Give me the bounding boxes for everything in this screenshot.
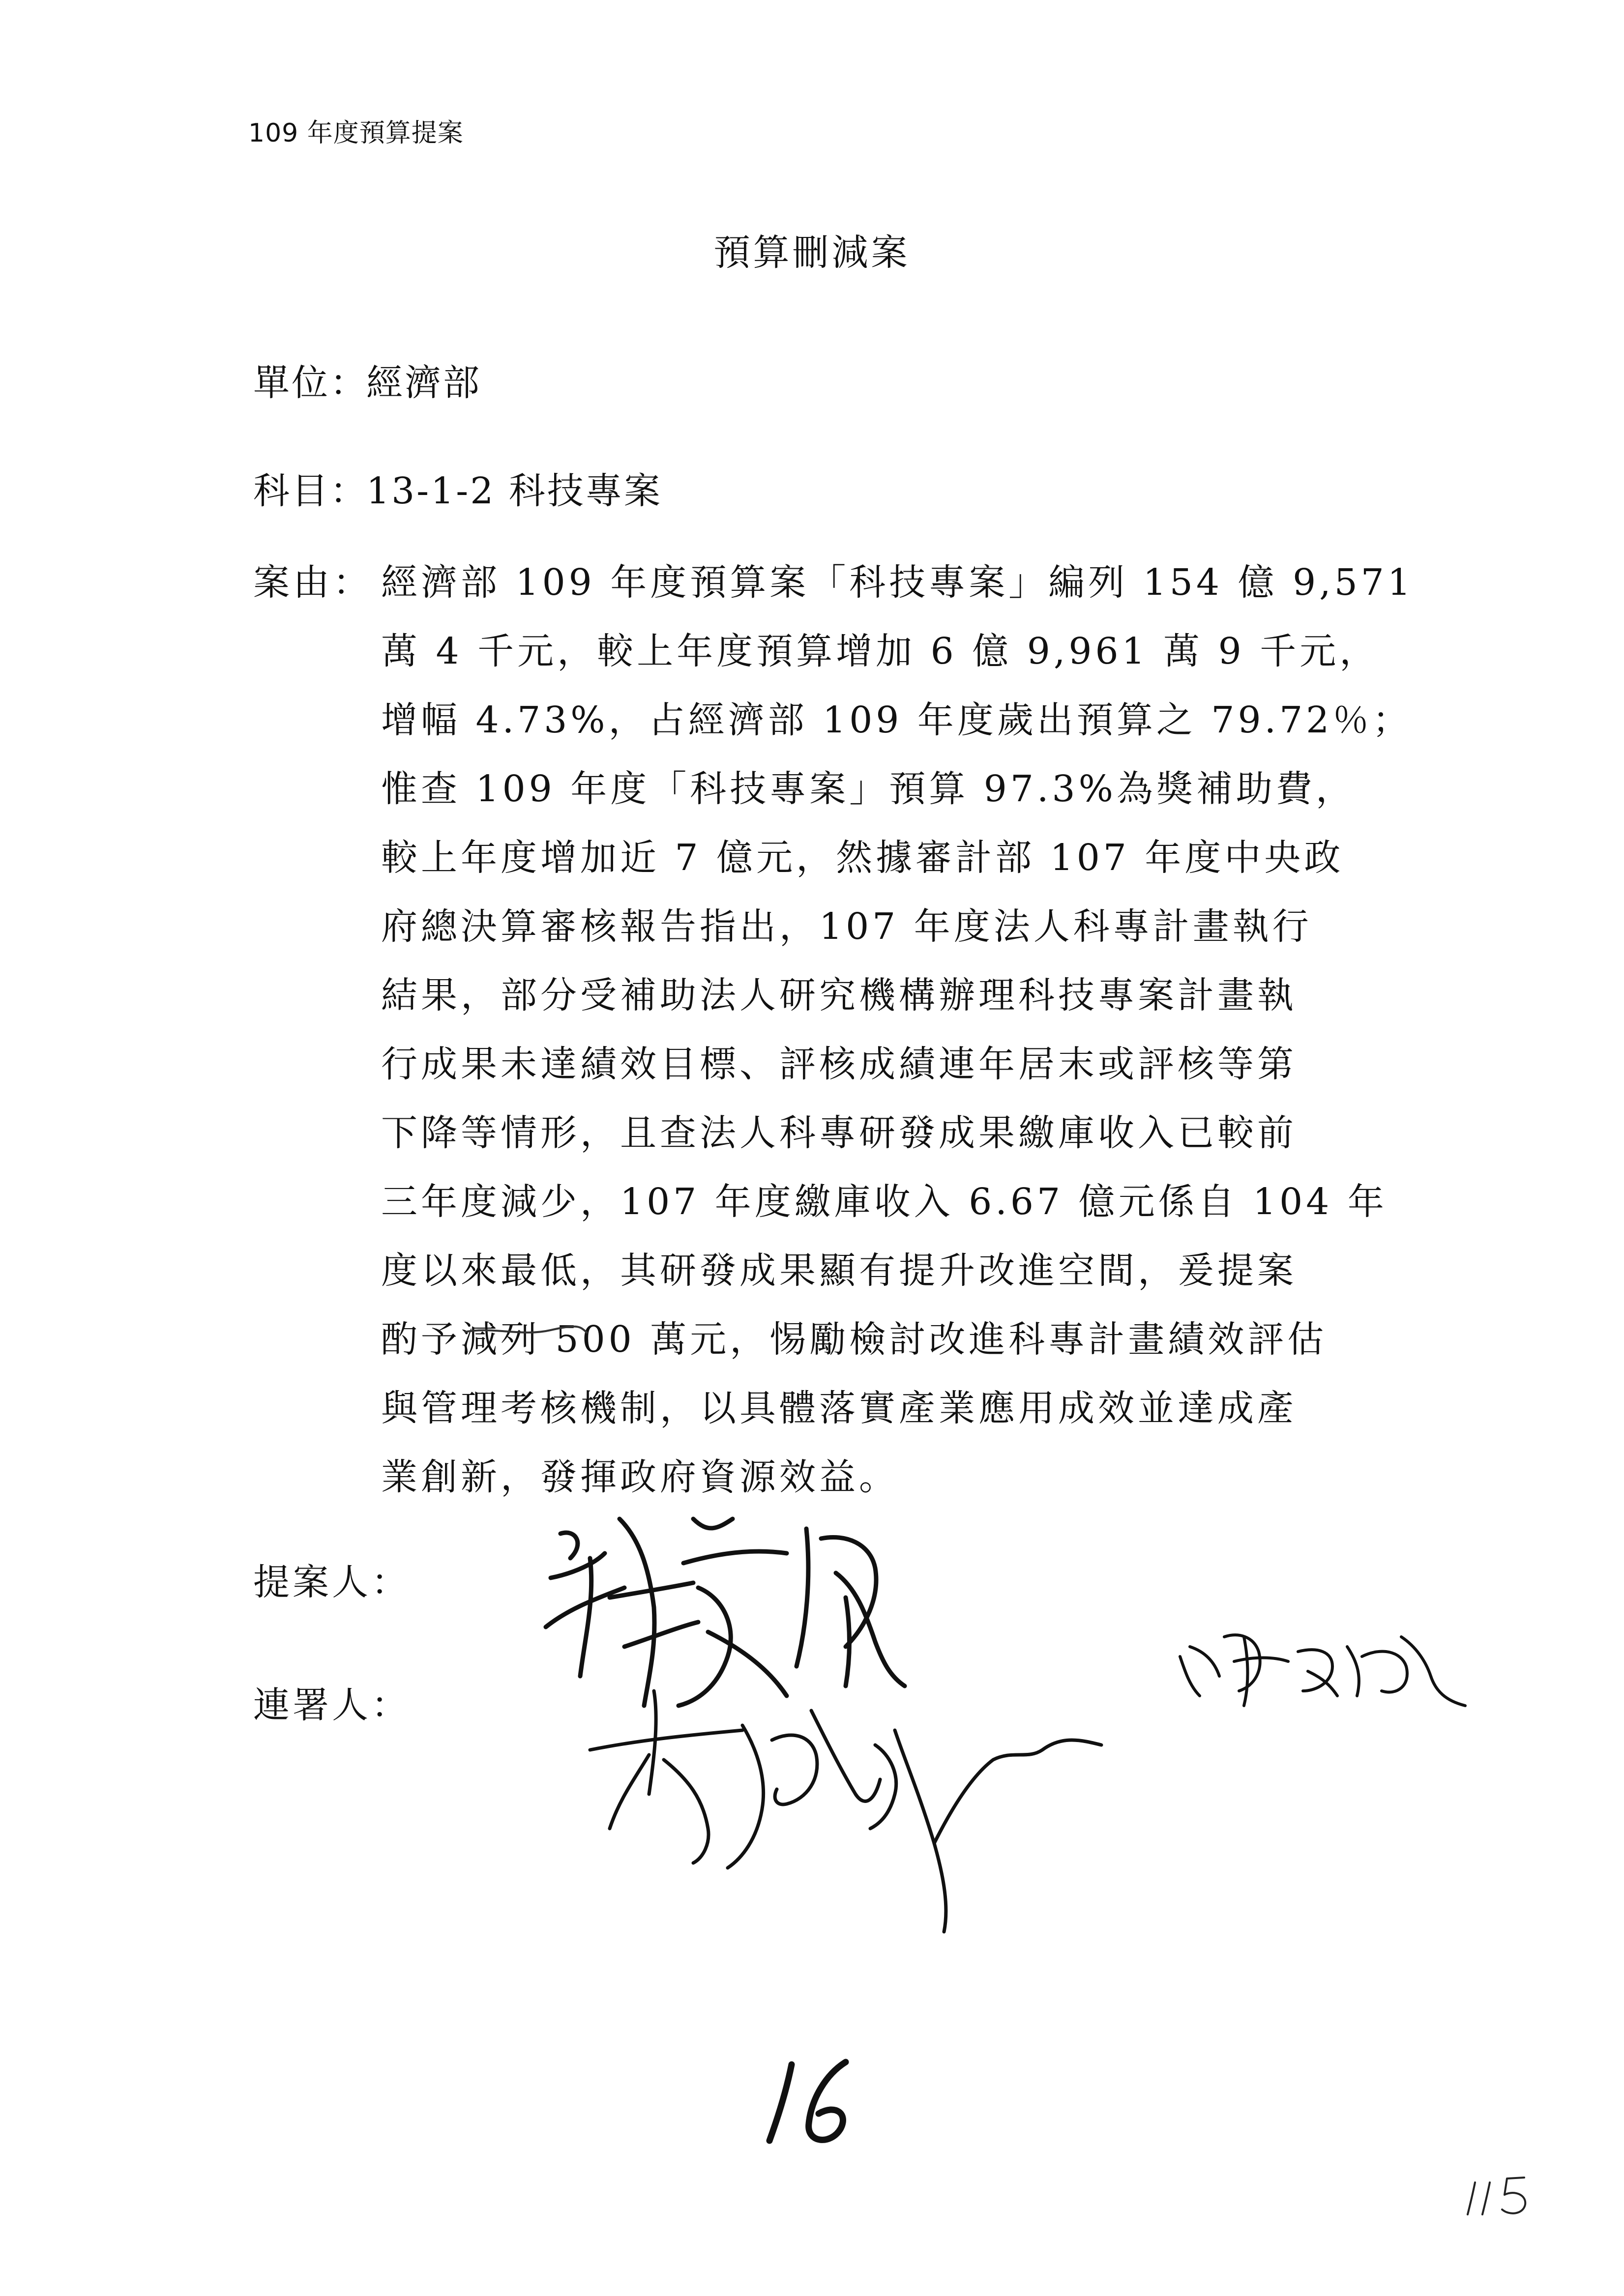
handwritten-corner-number <box>1465 2173 1539 2217</box>
subject-label: 科目 <box>253 470 330 512</box>
subject-colon: ： <box>330 470 368 512</box>
reason-line: 惟查 109 年度「科技專案」預算 97.3%為獎補助費， <box>381 768 1356 810</box>
reason-line: 經濟部 109 年度預算案「科技專案」編列 154 億 9,571 <box>381 561 1414 604</box>
reason-line: 酌予減列 500 萬元，惕勵檢討改進科專計畫績效評估 <box>381 1318 1328 1361</box>
cosigner-signature-1 <box>580 1681 1160 1937</box>
document-header: 109 年度預算提案 <box>248 118 464 148</box>
reason-line: 府總決算審核報告指出，107 年度法人科專計畫執行 <box>381 905 1312 948</box>
document-title: 預算刪減案 <box>713 232 911 274</box>
reason-line: 度以來最低，其研發成果顯有提升改進空間，爰提案 <box>381 1250 1297 1292</box>
unit-value: 經濟部 <box>366 362 481 404</box>
unit-label: 單位 <box>253 362 330 404</box>
reason-line: 結果，部分受補助法人研究機構辦理科技專案計畫執 <box>381 974 1297 1017</box>
subject-value: 13-1-2 科技專案 <box>366 470 662 512</box>
handwritten-underline <box>462 1322 590 1342</box>
reason-line: 三年度減少，107 年度繳庫收入 6.67 億元係自 104 年 <box>381 1181 1388 1223</box>
reason-line: 萬 4 千元，較上年度預算增加 6 億 9,961 萬 9 千元， <box>381 630 1380 672</box>
reason-line: 增幅 4.73%，占經濟部 109 年度歲出預算之 79.72％； <box>381 699 1413 741</box>
reason-line: 行成果未達績效目標、評核成績連年居末或評核等第 <box>381 1043 1297 1085</box>
subject-field <box>253 462 662 514</box>
reason-line: 較上年度增加近 7 億元，然據審計部 107 年度中央政 <box>381 837 1344 879</box>
reason-line: 下降等情形，且查法人科專研發成果繳庫收入已較前 <box>381 1112 1297 1154</box>
cosigner-signature-2 <box>1170 1617 1475 1715</box>
reason-body <box>253 548 1414 1511</box>
cosigner-label: 連署人： <box>253 1684 411 1726</box>
reason-line: 與管理考核機制，以具體落實產業應用成效並達成產 <box>381 1387 1297 1429</box>
reason-label: 案由： <box>253 561 373 604</box>
reason-line: 業創新，發揮政府資源效益。 <box>381 1456 899 1498</box>
proposer-label: 提案人： <box>253 1561 411 1603</box>
unit-field <box>253 354 481 406</box>
handwritten-page-number <box>757 2055 875 2148</box>
unit-colon: ： <box>330 362 368 404</box>
reason-section <box>253 548 1414 1511</box>
